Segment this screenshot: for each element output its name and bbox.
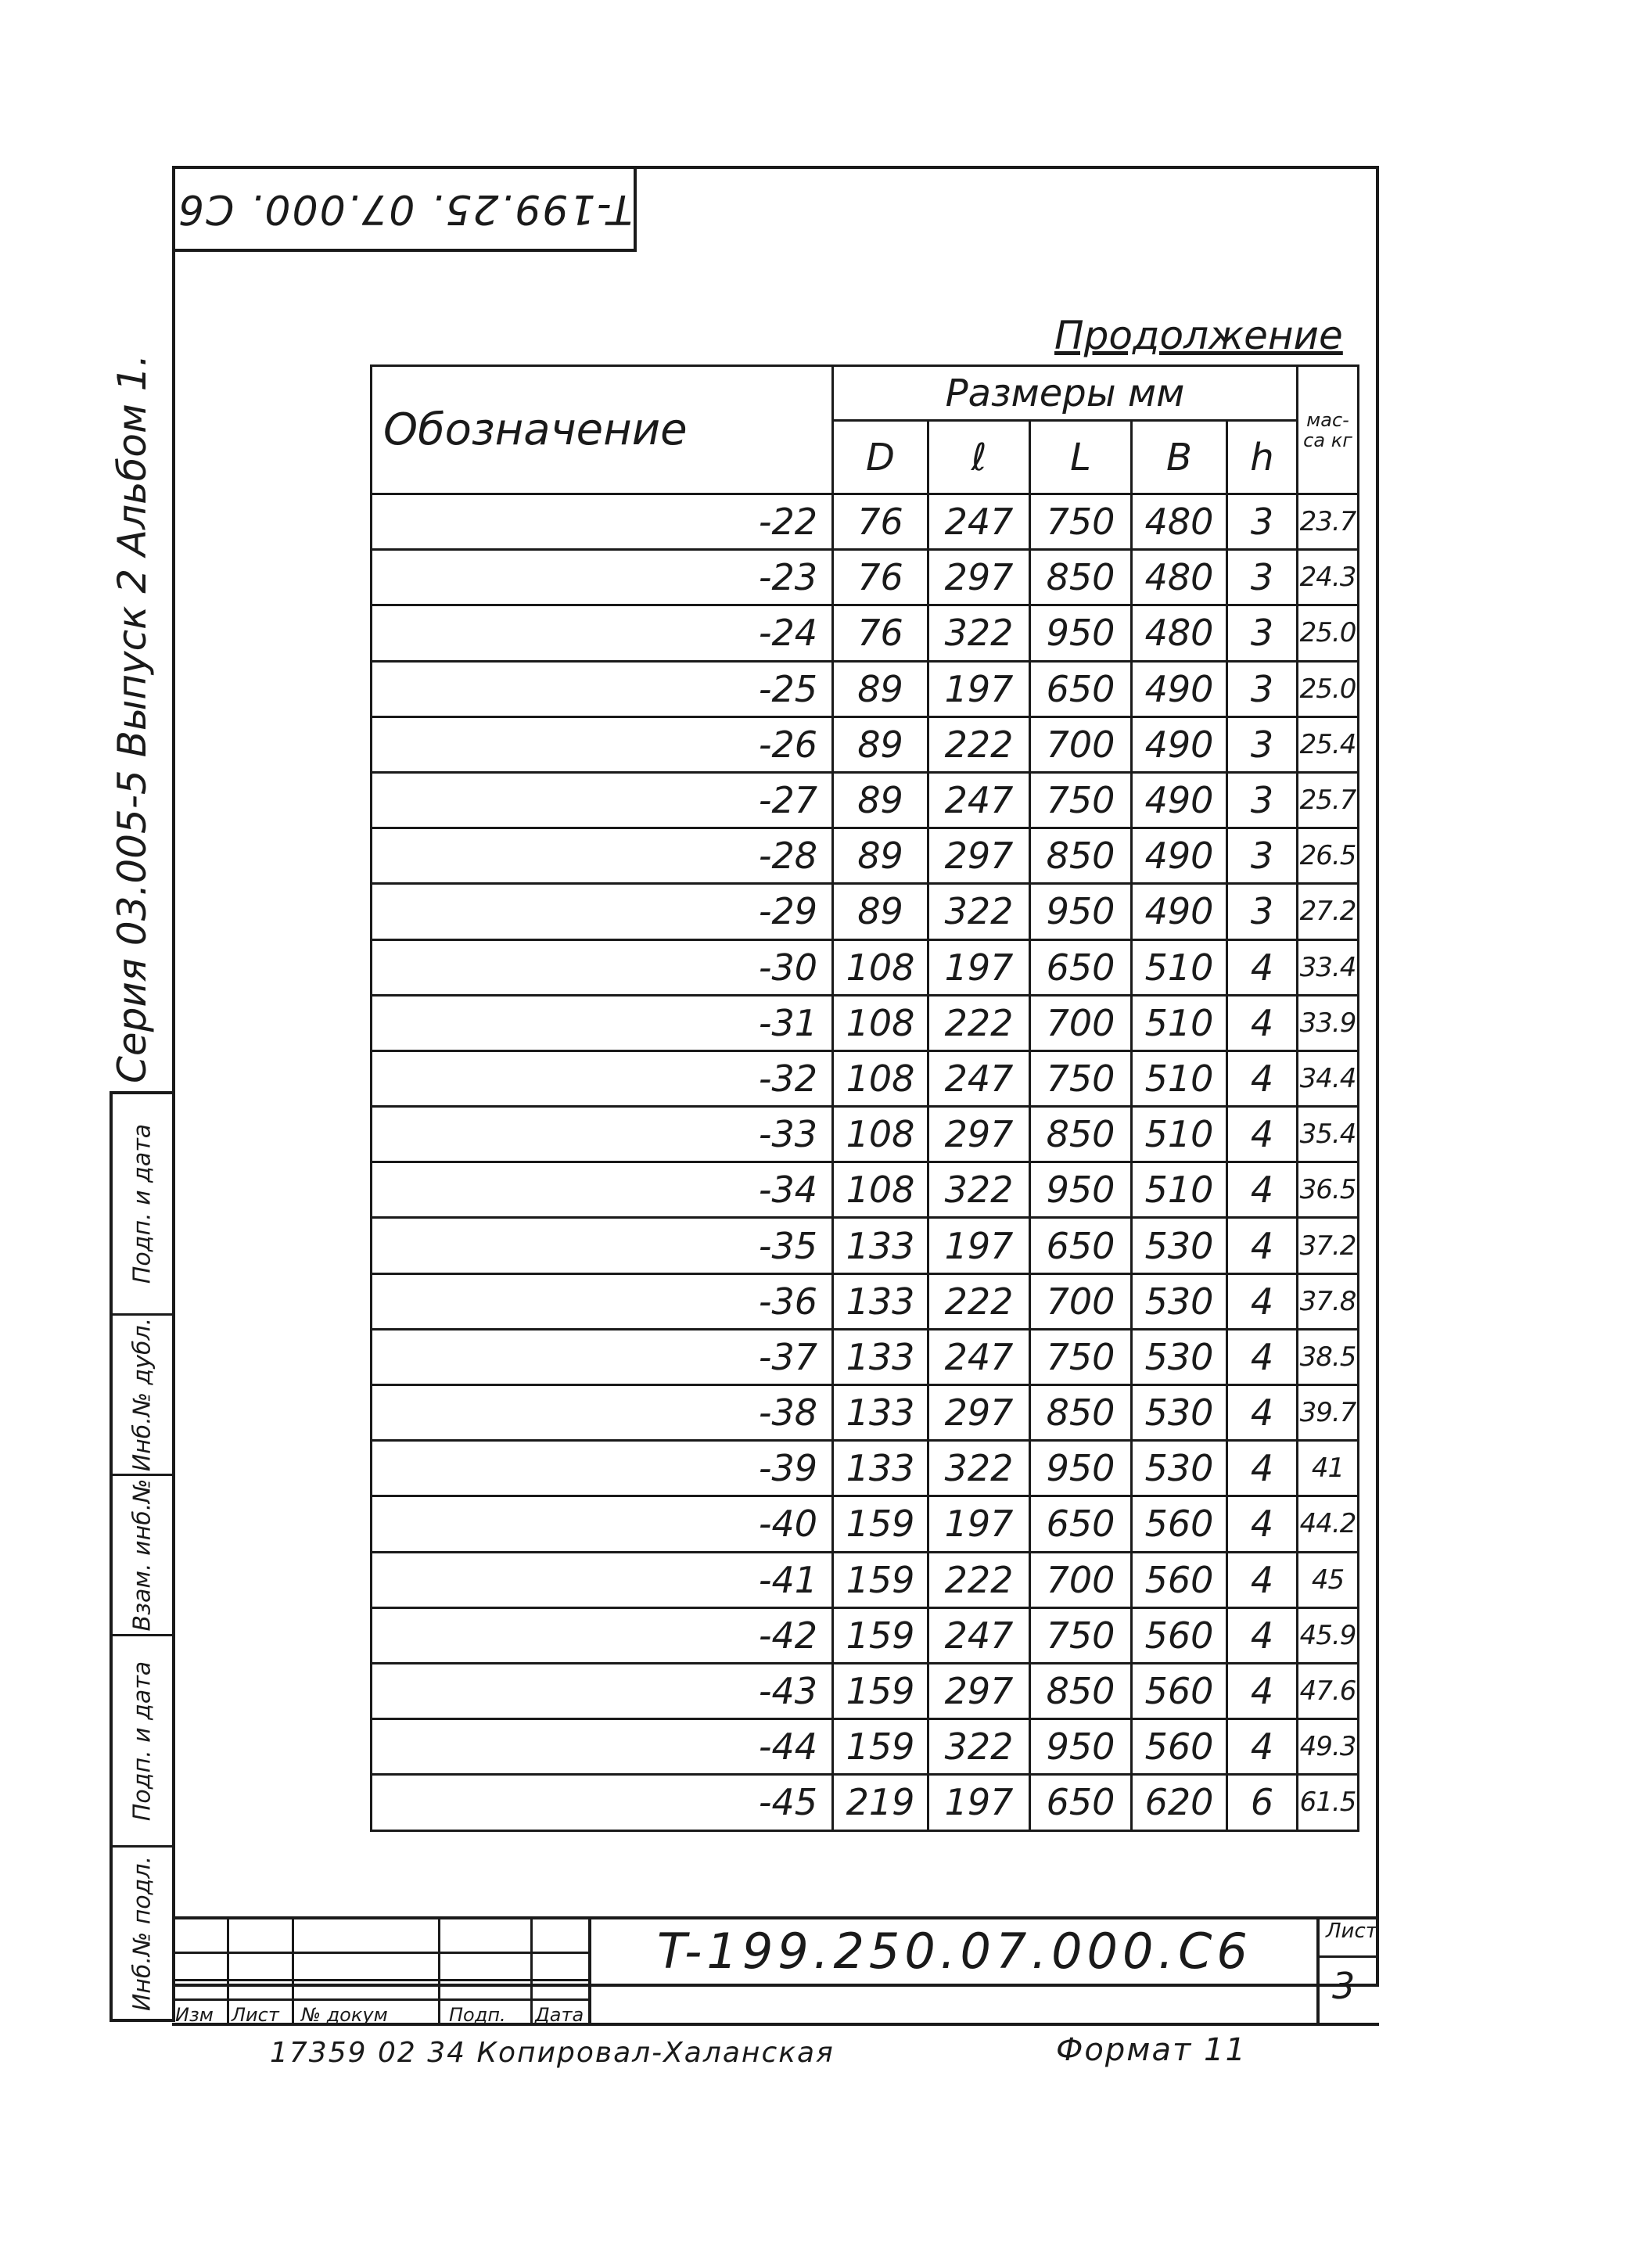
title-block-col-line <box>292 1916 294 2026</box>
title-block-col-line <box>227 1916 229 2026</box>
table-row <box>372 995 1359 1050</box>
cell-mass: 26.5 <box>1298 828 1359 884</box>
cell-code: -25 <box>372 661 833 716</box>
cell-D: 89 <box>833 716 928 772</box>
cell-h: 3 <box>1227 494 1298 550</box>
cell-B: 560 <box>1132 1496 1227 1552</box>
cell-h: 4 <box>1227 1273 1298 1329</box>
cell-h: 3 <box>1227 661 1298 716</box>
cell-l: 197 <box>928 1775 1030 1830</box>
continuation-label: Продолжение <box>1054 313 1343 358</box>
cell-code: -33 <box>372 1107 833 1162</box>
cell-code: -32 <box>372 1050 833 1106</box>
cell-mass: 37.8 <box>1298 1273 1359 1329</box>
cell-l: 297 <box>928 828 1030 884</box>
cell-B: 530 <box>1132 1218 1227 1273</box>
side-stamp-label: Инб.№ подл. <box>128 1855 156 2011</box>
cell-code: -31 <box>372 995 833 1050</box>
cell-B: 480 <box>1132 605 1227 661</box>
cell-D: 159 <box>833 1663 928 1718</box>
cell-mass: 35.4 <box>1298 1107 1359 1162</box>
title-block-col-sheet: Лист <box>232 2004 279 2026</box>
cell-h: 4 <box>1227 1162 1298 1218</box>
cell-l: 297 <box>928 550 1030 605</box>
top-stamp <box>172 166 637 252</box>
header-col-l: L <box>1030 421 1132 494</box>
cell-mass: 25.0 <box>1298 605 1359 661</box>
cell-h: 4 <box>1227 1607 1298 1663</box>
cell-l: 247 <box>928 772 1030 828</box>
cell-B: 620 <box>1132 1775 1227 1830</box>
cell-D: 159 <box>833 1719 928 1775</box>
cell-h: 4 <box>1227 1552 1298 1607</box>
cell-code: -26 <box>372 716 833 772</box>
cell-L: 950 <box>1030 1441 1132 1496</box>
cell-h: 4 <box>1227 1050 1298 1106</box>
side-stamp-cell-replace-inv <box>113 1474 172 1634</box>
cell-code: -42 <box>372 1607 833 1663</box>
cell-code: -39 <box>372 1441 833 1496</box>
cell-B: 560 <box>1132 1663 1227 1718</box>
cell-L: 750 <box>1030 1329 1132 1384</box>
cell-l: 197 <box>928 1218 1030 1273</box>
cell-h: 4 <box>1227 1385 1298 1441</box>
title-block-sheet-row-line <box>1316 1955 1379 1958</box>
cell-L: 650 <box>1030 1218 1132 1273</box>
table-row <box>372 772 1359 828</box>
cell-mass: 23.7 <box>1298 494 1359 550</box>
header-designation: Обозначение <box>372 366 833 494</box>
cell-mass: 36.5 <box>1298 1162 1359 1218</box>
cell-l: 297 <box>928 1385 1030 1441</box>
cell-D: 133 <box>833 1441 928 1496</box>
cell-l: 322 <box>928 605 1030 661</box>
cell-B: 480 <box>1132 494 1227 550</box>
cell-code: -40 <box>372 1496 833 1552</box>
cell-code: -36 <box>372 1273 833 1329</box>
cell-D: 133 <box>833 1273 928 1329</box>
cell-B: 490 <box>1132 884 1227 939</box>
cell-D: 108 <box>833 1107 928 1162</box>
cell-mass: 34.4 <box>1298 1050 1359 1106</box>
cell-D: 89 <box>833 884 928 939</box>
side-stamp-label: Подп. и дата <box>128 1661 156 1821</box>
cell-h: 3 <box>1227 828 1298 884</box>
side-stamp <box>110 1091 175 2022</box>
title-block-code: T-199.250.07.000.C6 <box>657 1923 1252 1980</box>
cell-L: 750 <box>1030 1607 1132 1663</box>
cell-D: 108 <box>833 995 928 1050</box>
header-col-l-small: ℓ <box>928 421 1030 494</box>
table-row <box>372 1441 1359 1496</box>
cell-D: 89 <box>833 828 928 884</box>
title-block-row-line <box>172 1979 588 1981</box>
cell-L: 850 <box>1030 1663 1132 1718</box>
cell-h: 3 <box>1227 772 1298 828</box>
cell-L: 950 <box>1030 884 1132 939</box>
cell-code: -29 <box>372 884 833 939</box>
side-stamp-cell-dup-inv <box>113 1313 172 1474</box>
cell-B: 510 <box>1132 1050 1227 1106</box>
cell-L: 700 <box>1030 1273 1132 1329</box>
header-mass: мас-са кг <box>1298 366 1359 494</box>
side-stamp-label: Подп. и дата <box>128 1123 156 1284</box>
cell-L: 950 <box>1030 1719 1132 1775</box>
cell-D: 108 <box>833 939 928 995</box>
table-row <box>372 1385 1359 1441</box>
table-row <box>372 661 1359 716</box>
cell-B: 480 <box>1132 550 1227 605</box>
cell-L: 950 <box>1030 1162 1132 1218</box>
cell-l: 322 <box>928 1719 1030 1775</box>
table-row <box>372 1496 1359 1552</box>
cell-h: 3 <box>1227 884 1298 939</box>
side-stamp-cell-sign-date-2 <box>113 1634 172 1845</box>
cell-L: 700 <box>1030 1552 1132 1607</box>
cell-l: 322 <box>928 1162 1030 1218</box>
cell-B: 490 <box>1132 772 1227 828</box>
cell-mass: 25.0 <box>1298 661 1359 716</box>
cell-L: 700 <box>1030 716 1132 772</box>
cell-L: 650 <box>1030 1496 1132 1552</box>
cell-D: 159 <box>833 1607 928 1663</box>
cell-B: 510 <box>1132 995 1227 1050</box>
cell-l: 222 <box>928 1552 1030 1607</box>
cell-mass: 41 <box>1298 1441 1359 1496</box>
side-stamp-label: Взам. инб.№ <box>128 1478 156 1632</box>
cell-l: 247 <box>928 494 1030 550</box>
side-stamp-cell-sign-date-1 <box>113 1094 172 1313</box>
cell-B: 510 <box>1132 939 1227 995</box>
cell-B: 530 <box>1132 1273 1227 1329</box>
cell-mass: 27.2 <box>1298 884 1359 939</box>
cell-B: 510 <box>1132 1107 1227 1162</box>
cell-l: 222 <box>928 1273 1030 1329</box>
cell-l: 197 <box>928 1496 1030 1552</box>
table-row <box>372 1663 1359 1718</box>
cell-mass: 38.5 <box>1298 1329 1359 1384</box>
cell-mass: 45 <box>1298 1552 1359 1607</box>
cell-code: -24 <box>372 605 833 661</box>
title-block-col-doc: № докум <box>301 2004 388 2026</box>
cell-code: -27 <box>372 772 833 828</box>
table-row <box>372 1607 1359 1663</box>
cell-l: 247 <box>928 1607 1030 1663</box>
header-col-b: B <box>1132 421 1227 494</box>
cell-mass: 25.4 <box>1298 716 1359 772</box>
cell-D: 133 <box>833 1218 928 1273</box>
top-stamp-code: T-199.25. 07.000. C6 <box>176 185 633 232</box>
cell-L: 650 <box>1030 939 1132 995</box>
cell-h: 4 <box>1227 1329 1298 1384</box>
title-block-col-date: Дата <box>535 2004 584 2026</box>
cell-l: 297 <box>928 1107 1030 1162</box>
header-col-d: D <box>833 421 928 494</box>
table-row <box>372 1329 1359 1384</box>
cell-B: 490 <box>1132 716 1227 772</box>
title-block-col-line <box>530 1916 533 2026</box>
cell-mass: 37.2 <box>1298 1218 1359 1273</box>
series-text: Серия 03.005-5 Выпуск 2 Альбом 1. <box>110 354 155 1083</box>
table-row <box>372 1050 1359 1106</box>
cell-l: 197 <box>928 939 1030 995</box>
header-col-h: h <box>1227 421 1298 494</box>
cell-l: 322 <box>928 884 1030 939</box>
table-row <box>372 1218 1359 1273</box>
title-block-sheet-line <box>1316 1916 1320 2026</box>
title-block-sheet-label: Лист <box>1326 1919 1377 1943</box>
cell-D: 159 <box>833 1496 928 1552</box>
dimensions-table <box>370 364 1359 1832</box>
cell-code: -37 <box>372 1329 833 1384</box>
cell-l: 247 <box>928 1329 1030 1384</box>
cell-h: 4 <box>1227 1441 1298 1496</box>
cell-code: -41 <box>372 1552 833 1607</box>
cell-mass: 45.9 <box>1298 1607 1359 1663</box>
cell-L: 650 <box>1030 661 1132 716</box>
table-row <box>372 1162 1359 1218</box>
cell-B: 530 <box>1132 1329 1227 1384</box>
cell-B: 530 <box>1132 1385 1227 1441</box>
cell-code: -23 <box>372 550 833 605</box>
cell-B: 560 <box>1132 1552 1227 1607</box>
cell-h: 3 <box>1227 550 1298 605</box>
cell-l: 247 <box>928 1050 1030 1106</box>
cell-mass: 44.2 <box>1298 1496 1359 1552</box>
cell-L: 750 <box>1030 1050 1132 1106</box>
cell-L: 850 <box>1030 1385 1132 1441</box>
cell-D: 159 <box>833 1552 928 1607</box>
cell-D: 89 <box>833 772 928 828</box>
cell-L: 650 <box>1030 1775 1132 1830</box>
cell-mass: 47.6 <box>1298 1663 1359 1718</box>
format-note: Формат 11 <box>1056 2032 1247 2068</box>
cell-h: 3 <box>1227 716 1298 772</box>
cell-D: 76 <box>833 605 928 661</box>
table-row <box>372 1775 1359 1830</box>
title-block-row-line <box>172 1952 588 1954</box>
cell-D: 219 <box>833 1775 928 1830</box>
table-row <box>372 605 1359 661</box>
cell-code: -30 <box>372 939 833 995</box>
cell-h: 4 <box>1227 1663 1298 1718</box>
cell-L: 750 <box>1030 772 1132 828</box>
table-row <box>372 1719 1359 1775</box>
table-row <box>372 939 1359 995</box>
cell-mass: 49.3 <box>1298 1719 1359 1775</box>
cell-h: 4 <box>1227 995 1298 1050</box>
cell-B: 490 <box>1132 828 1227 884</box>
cell-h: 6 <box>1227 1775 1298 1830</box>
cell-h: 4 <box>1227 1218 1298 1273</box>
table-row <box>372 494 1359 550</box>
cell-mass: 25.7 <box>1298 772 1359 828</box>
cell-L: 750 <box>1030 494 1132 550</box>
table-row <box>372 1273 1359 1329</box>
cell-h: 4 <box>1227 1719 1298 1775</box>
side-stamp-cell-orig-inv <box>113 1845 172 2019</box>
cell-l: 197 <box>928 661 1030 716</box>
cell-code: -28 <box>372 828 833 884</box>
cell-D: 133 <box>833 1385 928 1441</box>
cell-code: -43 <box>372 1663 833 1718</box>
cell-L: 850 <box>1030 828 1132 884</box>
table-row <box>372 884 1359 939</box>
cell-L: 950 <box>1030 605 1132 661</box>
table-row <box>372 828 1359 884</box>
table-row <box>372 1552 1359 1607</box>
cell-D: 89 <box>833 661 928 716</box>
cell-mass: 61.5 <box>1298 1775 1359 1830</box>
title-block-col-change: Изм <box>175 2004 214 2026</box>
cell-h: 4 <box>1227 1496 1298 1552</box>
cell-code: -35 <box>372 1218 833 1273</box>
table-row <box>372 716 1359 772</box>
cell-h: 4 <box>1227 939 1298 995</box>
cell-l: 297 <box>928 1663 1030 1718</box>
title-block-row-line <box>172 1998 588 2001</box>
cell-B: 560 <box>1132 1719 1227 1775</box>
cell-D: 76 <box>833 550 928 605</box>
cell-h: 3 <box>1227 605 1298 661</box>
cell-l: 322 <box>928 1441 1030 1496</box>
cell-code: -34 <box>372 1162 833 1218</box>
cell-mass: 33.9 <box>1298 995 1359 1050</box>
cell-L: 850 <box>1030 1107 1132 1162</box>
title-block-col-line <box>438 1916 440 2026</box>
cell-B: 530 <box>1132 1441 1227 1496</box>
table-row <box>372 1107 1359 1162</box>
cell-code: -44 <box>372 1719 833 1775</box>
cell-l: 222 <box>928 995 1030 1050</box>
cell-B: 510 <box>1132 1162 1227 1218</box>
title-block-sheet-number: 3 <box>1332 1965 1356 2007</box>
cell-l: 222 <box>928 716 1030 772</box>
cell-B: 490 <box>1132 661 1227 716</box>
cell-D: 133 <box>833 1329 928 1384</box>
title-block-col-line <box>588 1916 591 2026</box>
cell-mass: 33.4 <box>1298 939 1359 995</box>
cell-h: 4 <box>1227 1107 1298 1162</box>
cell-L: 850 <box>1030 550 1132 605</box>
copied-by-note: 17359 02 34 Копировал-Халанская <box>270 2037 835 2069</box>
table-row <box>372 550 1359 605</box>
cell-D: 108 <box>833 1162 928 1218</box>
side-stamp-label: Инб.№ дубл. <box>128 1317 156 1472</box>
header-sizes: Размеры мм <box>833 366 1298 421</box>
title-block-top-line <box>172 1916 1379 1919</box>
cell-mass: 24.3 <box>1298 550 1359 605</box>
cell-D: 108 <box>833 1050 928 1106</box>
cell-code: -22 <box>372 494 833 550</box>
cell-B: 560 <box>1132 1607 1227 1663</box>
cell-D: 76 <box>833 494 928 550</box>
cell-code: -45 <box>372 1775 833 1830</box>
cell-L: 700 <box>1030 995 1132 1050</box>
cell-mass: 39.7 <box>1298 1385 1359 1441</box>
cell-code: -38 <box>372 1385 833 1441</box>
title-block-col-sign: Подп. <box>449 2004 506 2026</box>
